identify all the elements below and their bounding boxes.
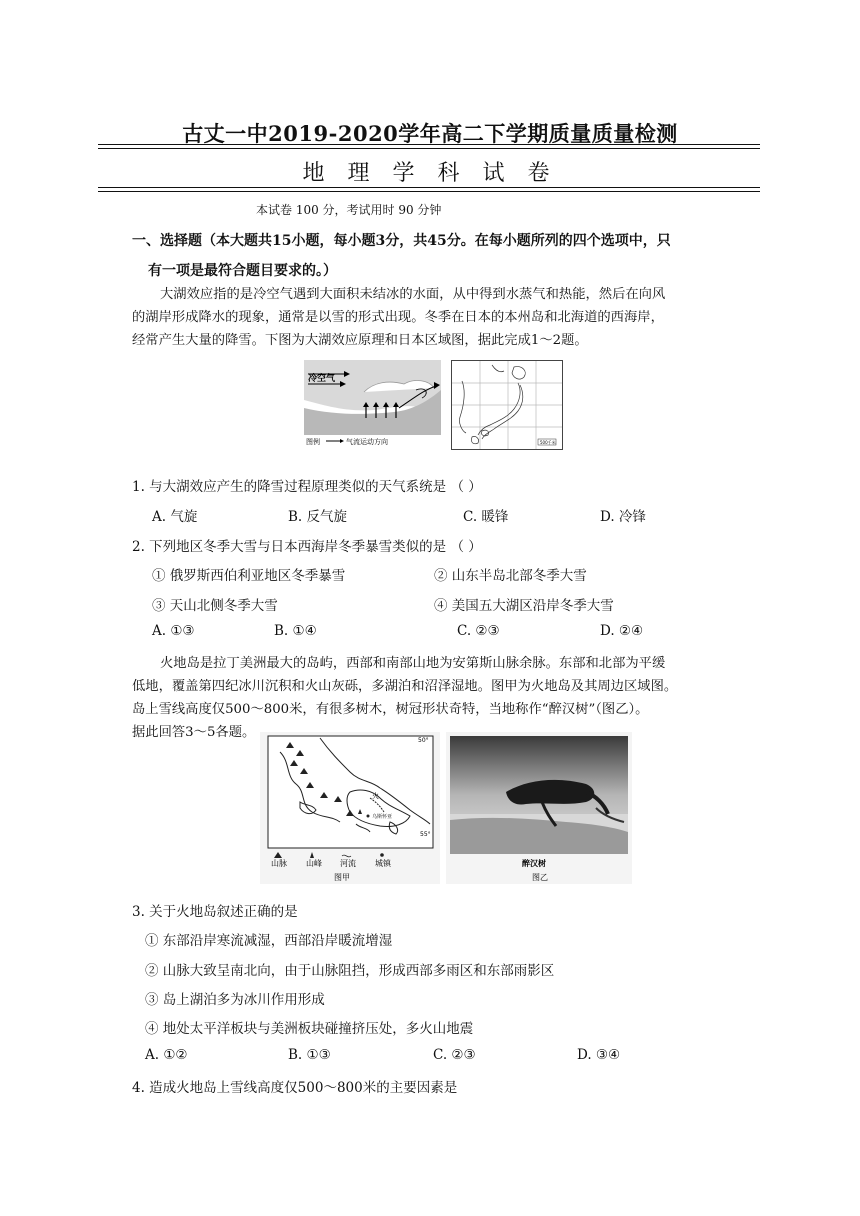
question-4-stem: 4. 造成火地岛上雪线高度仅500～800米的主要因素是	[132, 1080, 458, 1096]
q2-item-4: ④ 美国五大湖区沿岸冬季大雪	[434, 598, 614, 614]
caption-right: 图乙	[532, 873, 548, 882]
drunken-tree-photo-panel	[446, 732, 632, 884]
latitude-55: 55°	[420, 831, 431, 838]
q2-option-b: B. ①④	[274, 623, 317, 639]
tierra-del-fuego-map-panel	[260, 732, 440, 884]
passage2-line4: 据此回答3～5各题。	[132, 725, 256, 740]
passage-tierra-del-fuego	[132, 652, 744, 744]
q3-option-c: C. ②③	[433, 1047, 476, 1063]
q3-item-1: ① 东部沿岸寒流减湿，西部沿岸暖流增湿	[145, 933, 393, 949]
question-3-stem: 3. 关于火地岛叙述正确的是	[132, 904, 298, 920]
q3-option-a: A. ①②	[145, 1047, 188, 1063]
section-heading	[132, 226, 742, 286]
q2-option-d: D. ②④	[600, 623, 644, 639]
legend-label: 图例	[306, 438, 320, 446]
q1-option-c: C. 暖锋	[463, 509, 509, 525]
town-label: 乌斯怀亚	[372, 814, 393, 820]
legend-town: 城镇	[375, 859, 391, 868]
legend-river: 河流	[340, 859, 356, 868]
exam-subtitle: 地 理 学 科 试 卷	[302, 161, 558, 186]
japan-map	[451, 360, 563, 450]
cold-air-label: 冷空气	[308, 374, 336, 384]
subtitle-rule	[98, 187, 760, 188]
island-label: 火	[372, 792, 379, 800]
passage1-line1: 大湖效应指的是冷空气遇到大面积未结冰的水面，从中得到水蒸气和热能，然后在向风	[160, 287, 666, 302]
title-rule-top	[98, 144, 760, 145]
passage1-line3: 经常产生大量的降雪。下图为大湖效应原理和日本区域图，据此完成1～2题。	[132, 333, 588, 348]
q3-item-3: ③ 岛上湖泊多为冰川作用形成	[145, 992, 325, 1008]
passage-lake-effect	[132, 283, 744, 352]
q2-item-1: ① 俄罗斯西伯利亚地区冬季暴雪	[152, 568, 346, 584]
legend-peak: 山峰	[306, 859, 322, 868]
question-1-stem: 1. 与大湖效应产生的降雪过程原理类似的天气系统是 （ ）	[132, 479, 482, 495]
q1-option-d: D. 冷锋	[600, 509, 646, 525]
caption-left: 图甲	[334, 873, 350, 882]
q2-item-3: ③ 天山北侧冬季大雪	[152, 598, 278, 614]
section-heading-line2: 有一项是最符合题目要求的。）	[148, 263, 337, 279]
title-rule-top-thin	[98, 148, 760, 149]
subtitle-rule-thin	[98, 191, 760, 192]
section-heading-line1: 一、选择题（本大题共15小题，每小题3分，共45分。在每小题所列的四个选项中，只	[132, 233, 671, 249]
q3-item-2: ② 山脉大致呈南北向，由于山脉阻挡，形成西部多雨区和东部雨影区	[145, 963, 555, 979]
passage1-line2: 的湖岸形成降水的现象，通常是以雪的形式出现。冬季在日本的本州岛和北海道的西海岸，	[132, 310, 664, 325]
question-2-stem: 2. 下列地区冬季大雪与日本西海岸冬季暴雪类似的是 （ ）	[132, 539, 482, 555]
q2-option-c: C. ②③	[457, 623, 500, 639]
passage2-line3: 岛上雪线高度仅500～800米，有很多树木，树冠形状奇特，当地称作“醉汉树”（图乙）。	[132, 702, 649, 717]
legend-mountain: 山脉	[271, 859, 287, 868]
q2-item-2: ② 山东半岛北部冬季大雪	[434, 568, 587, 584]
photo-label: 醉汉树	[522, 859, 546, 868]
q1-option-a: A. 气旋	[152, 509, 198, 525]
latitude-50: 50°	[418, 737, 429, 744]
scale-label: 500千米	[540, 440, 556, 445]
q2-option-a: A. ①③	[152, 623, 195, 639]
legend-text: 气流运动方向	[346, 438, 388, 446]
q1-option-b: B. 反气旋	[288, 509, 348, 525]
q3-option-b: B. ①③	[288, 1047, 331, 1063]
passage2-line2: 低地，覆盖第四纪冰川沉积和火山灰砾，多湖泊和沼泽湿地。图甲为火地岛及其周边区域图。	[132, 679, 678, 694]
exam-info: 本试卷 100 分，考试用时 90 分钟	[256, 203, 442, 217]
q3-item-4: ④ 地处太平洋板块与美洲板块碰撞挤压处，多火山地震	[145, 1021, 474, 1037]
q3-option-d: D. ③④	[577, 1047, 621, 1063]
passage2-line1: 火地岛是拉丁美洲最大的岛屿，西部和南部山地为安第斯山脉余脉。东部和北部为平缓	[160, 656, 666, 671]
lake-effect-diagram	[304, 360, 441, 448]
exam-title: 古丈一中2019-2020学年高二下学期质量质量检测	[182, 121, 678, 146]
